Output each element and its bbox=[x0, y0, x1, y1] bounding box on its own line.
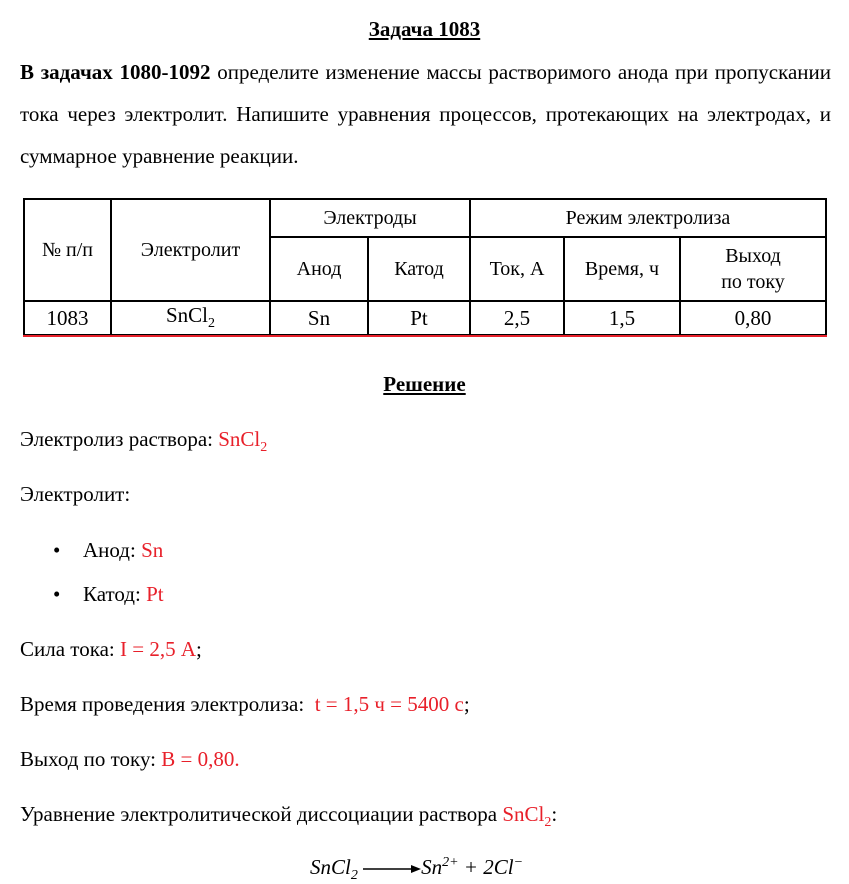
electrolysis-value-sub: 2 bbox=[260, 440, 268, 456]
reaction-arrow-icon bbox=[363, 863, 421, 875]
eq-left-sub: 2 bbox=[350, 868, 358, 884]
bullet-dot-cathode: • bbox=[53, 582, 61, 606]
eq-product1-base: Sn bbox=[421, 855, 443, 879]
time-suffix: ; bbox=[463, 692, 470, 716]
header-time: Время, ч bbox=[564, 237, 680, 301]
intro-bold-range: В задачах 1080-1092 bbox=[20, 60, 211, 84]
eq-product2-sup: − bbox=[513, 855, 524, 870]
task-title: Задача 1083 bbox=[368, 17, 481, 41]
cell-num: 1083 bbox=[24, 301, 111, 335]
dissociation-value-base: SnCl bbox=[502, 802, 545, 826]
header-cathode: Катод bbox=[368, 237, 470, 301]
time-label: Время проведения электролиза: bbox=[20, 692, 315, 716]
yield-value: В = 0,80. bbox=[161, 747, 240, 771]
electrolysis-label: Электролиз раствора: bbox=[20, 427, 219, 451]
cell-anode: Sn bbox=[270, 301, 368, 335]
cell-electrolyte bbox=[111, 301, 270, 335]
cell-current: 2,5 bbox=[470, 301, 564, 335]
eq-product2-base: Cl bbox=[493, 855, 514, 879]
anode-label: Анод: bbox=[83, 538, 142, 562]
dissociation-value-sub: 2 bbox=[544, 815, 552, 831]
electrolysis-value-base: SnCl bbox=[218, 427, 261, 451]
time-value: t = 1,5 ч = 5400 с bbox=[314, 692, 464, 716]
cathode-line bbox=[83, 582, 164, 607]
anode-line bbox=[83, 538, 163, 563]
dissociation-value bbox=[502, 802, 552, 831]
red-underline-divider bbox=[23, 335, 827, 337]
header-mode: Режим электролиза bbox=[470, 199, 826, 237]
bullet-dot-anode: • bbox=[53, 538, 61, 562]
cell-time: 1,5 bbox=[564, 301, 680, 335]
cathode-label: Катод: bbox=[83, 582, 147, 606]
header-yield bbox=[680, 237, 826, 301]
dissociation-line bbox=[20, 802, 557, 831]
header-electrolyte: Электролит bbox=[111, 199, 270, 301]
current-label: Сила тока: bbox=[20, 637, 120, 661]
header-yield-line2: по току bbox=[721, 271, 785, 293]
cell-cathode: Pt bbox=[368, 301, 470, 335]
current-value: I = 2,5 А bbox=[120, 637, 197, 661]
task-data-table bbox=[23, 198, 827, 336]
header-anode: Анод bbox=[270, 237, 368, 301]
eq-plus: + 2 bbox=[458, 855, 494, 879]
electrolysis-value bbox=[218, 427, 268, 456]
header-yield-line1: Выход bbox=[725, 245, 781, 267]
solution-title: Решение bbox=[383, 372, 466, 396]
electrolysis-line bbox=[20, 427, 267, 456]
current-suffix: ; bbox=[196, 637, 202, 661]
header-electrodes: Электроды bbox=[270, 199, 470, 237]
cell-electrolyte-sub: 2 bbox=[208, 316, 216, 332]
electrolyte-label: Электролит: bbox=[20, 482, 131, 506]
anode-value: Sn bbox=[141, 538, 164, 562]
dissociation-equation bbox=[310, 855, 523, 884]
time-line bbox=[20, 692, 470, 717]
header-num: № п/п bbox=[24, 199, 111, 301]
cell-electrolyte-base: SnCl bbox=[165, 303, 209, 328]
task-intro-paragraph bbox=[20, 51, 831, 177]
current-line bbox=[20, 637, 202, 662]
yield-label: Выход по току: bbox=[20, 747, 162, 771]
yield-line bbox=[20, 747, 240, 772]
cell-yield: 0,80 bbox=[680, 301, 826, 335]
dissociation-suffix: : bbox=[551, 802, 558, 826]
intro-text: определите изменение массы растворимого анода при пропускании тока через электролит. Напишите уравнения процессов, протекающих на электродах, и суммарное уравнение реакции. bbox=[20, 60, 831, 168]
dissociation-label: Уравнение электролитической диссоциации раствора bbox=[20, 802, 503, 826]
header-current: Ток, А bbox=[470, 237, 564, 301]
eq-left-base: SnCl bbox=[310, 855, 351, 879]
cathode-value: Pt bbox=[146, 582, 164, 606]
eq-product1-sup: 2+ bbox=[442, 855, 459, 870]
